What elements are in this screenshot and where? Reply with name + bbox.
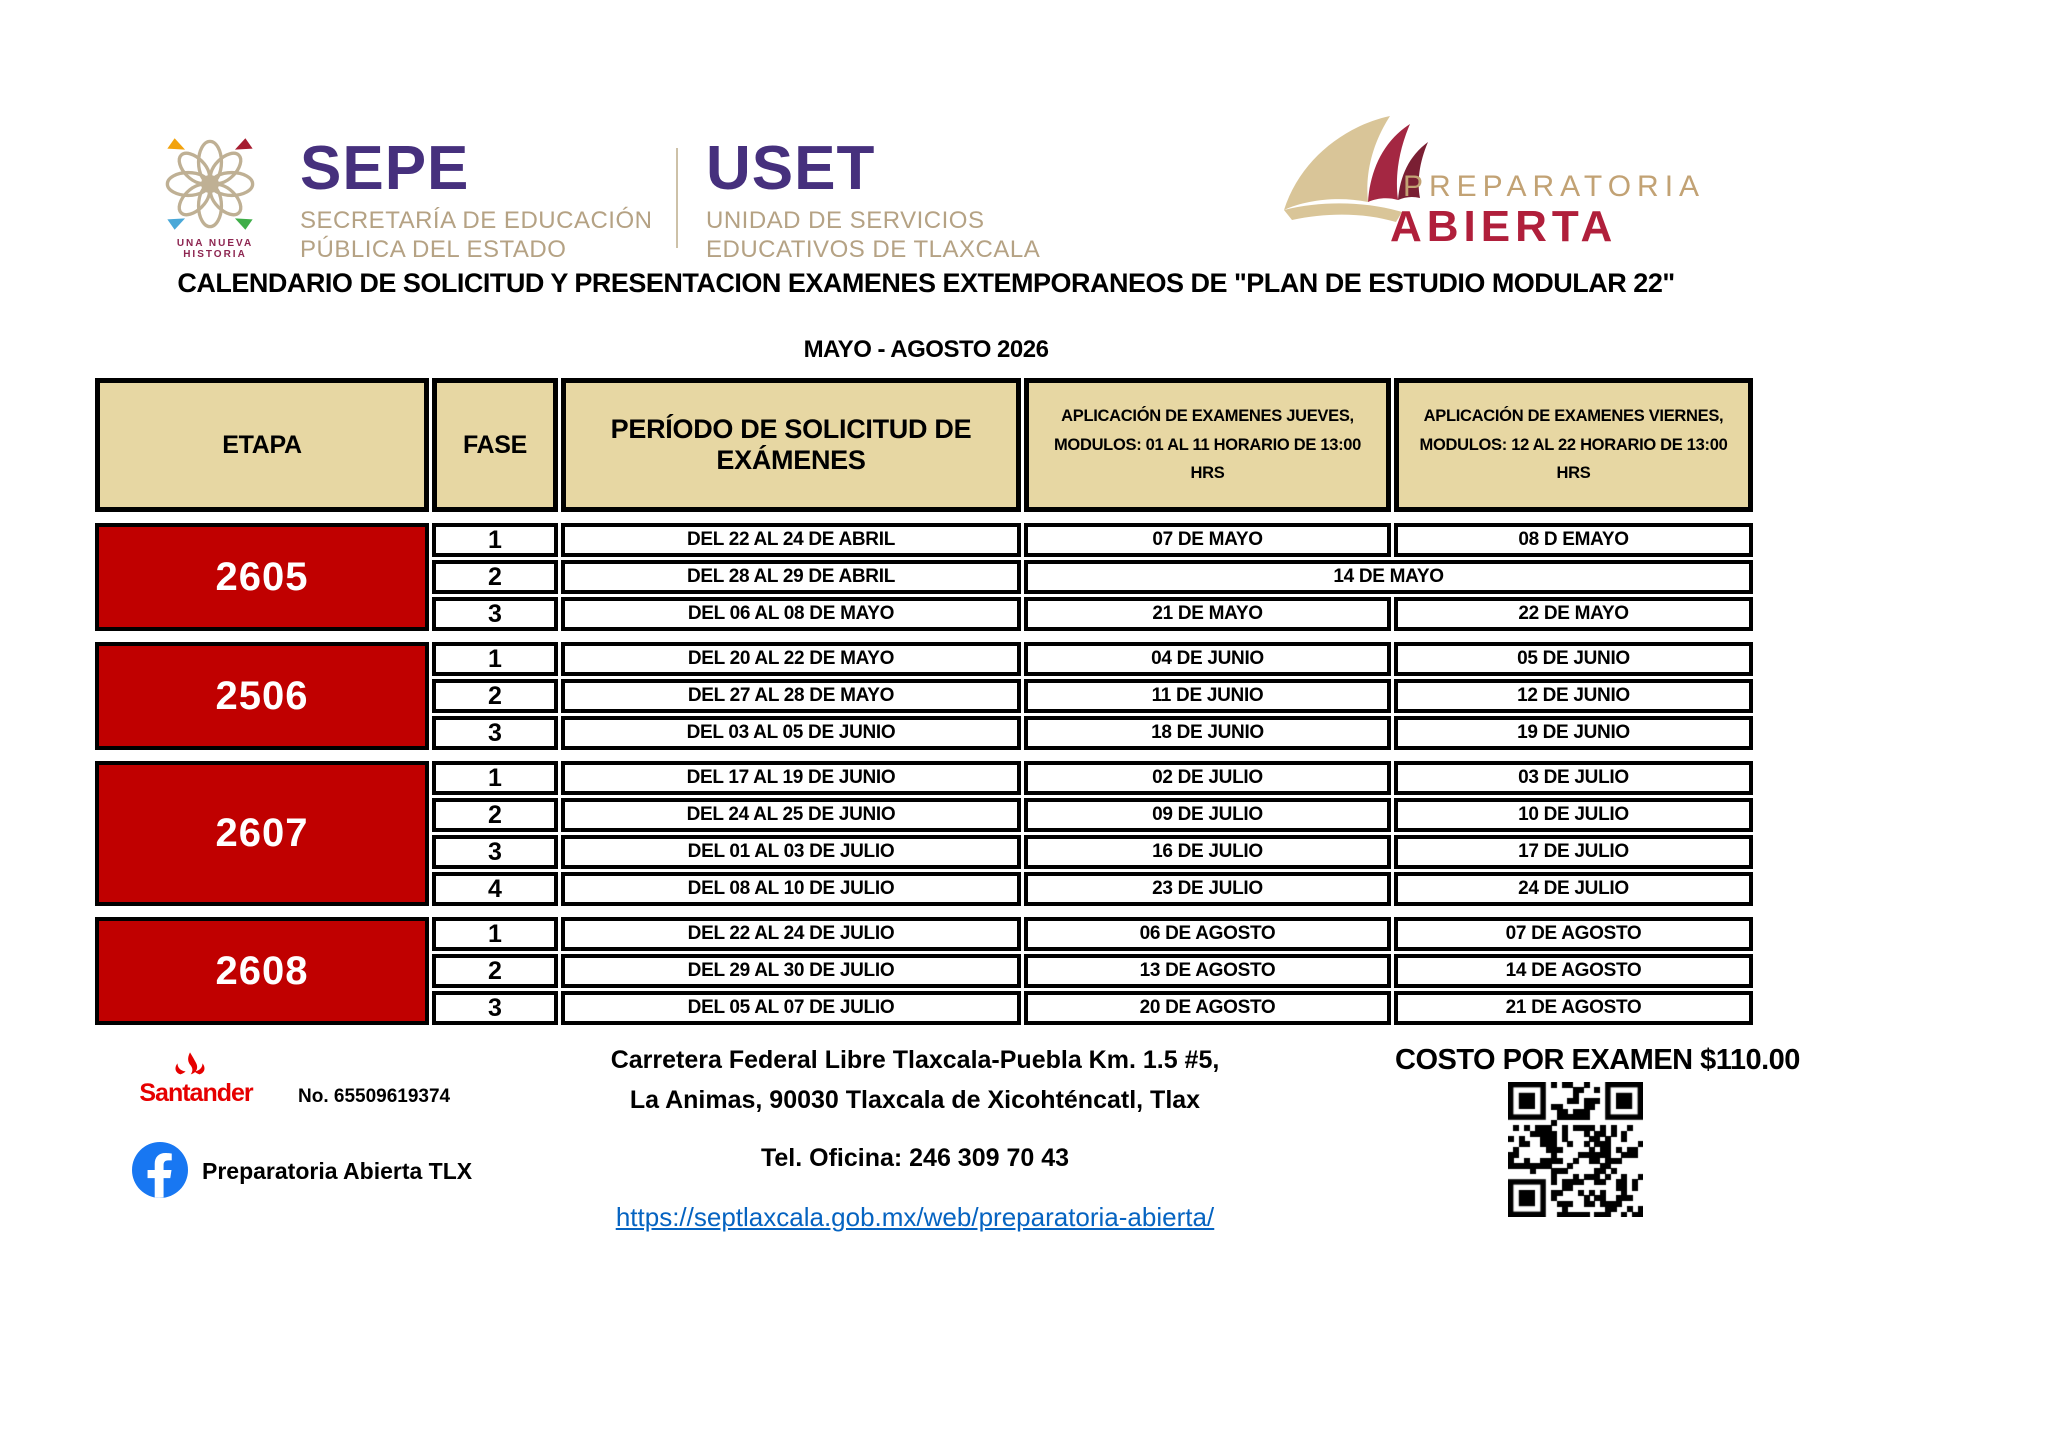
periodo-cell: DEL 06 AL 08 DE MAYO [561,597,1021,631]
viernes-date-cell: 07 DE AGOSTO [1394,917,1753,951]
periodo-cell: DEL 03 AL 05 DE JUNIO [561,716,1021,750]
periodo-cell: DEL 22 AL 24 DE ABRIL [561,523,1021,557]
jueves-date-cell: 09 DE JULIO [1024,798,1391,832]
header-periodo: PERÍODO DE SOLICITUD DE EXÁMENES [561,378,1021,512]
office-phone: Tel. Oficina: 246 309 70 43 [760,1144,1070,1172]
viernes-date-cell: 17 DE JULIO [1394,835,1753,869]
sepe-logo-text [300,134,653,265]
periodo-cell: DEL 24 AL 25 DE JUNIO [561,798,1021,832]
viernes-date-cell: 21 DE AGOSTO [1394,991,1753,1025]
santander-wordmark: Santander [139,1079,253,1107]
logo-divider [676,148,678,248]
uset-subtitle [706,206,1040,265]
fase-cell: 2 [432,679,558,713]
uset-subtitle-line1: UNIDAD DE SERVICIOS [706,207,985,234]
jueves-date-cell: 06 DE AGOSTO [1024,917,1391,951]
etapa-cell: 2607 [95,761,429,906]
header-viernes: APLICACIÓN DE EXAMENES VIERNES, MODULOS: 12 AL 22 HORARIO DE 13:00 HRS [1394,378,1753,512]
facebook-page-name: Preparatoria Abierta TLX [202,1158,473,1184]
abierta-wordmark: ABIERTA [1390,202,1618,251]
jueves-date-cell: 21 DE MAYO [1024,597,1391,631]
viernes-date-cell: 24 DE JULIO [1394,872,1753,906]
sepe-subtitle [300,206,652,265]
sepe-acronym: SEPE [300,134,470,203]
document-title: CALENDARIO DE SOLICITUD Y PRESENTACION EXAMENES EXTEMPORANEOS DE "PLAN DE ESTUDIO MODULAR 22" [177,268,1675,298]
jueves-date-cell: 16 DE JULIO [1024,835,1391,869]
fase-cell: 4 [432,872,558,906]
periodo-cell: DEL 05 AL 07 DE JULIO [561,991,1021,1025]
calendar-table-body [95,523,1757,1025]
fase-cell: 3 [432,835,558,869]
document-subtitle: MAYO - AGOSTO 2026 [803,336,1049,363]
address-line1: Carretera Federal Libre Tlaxcala-Puebla Km. 1.5 #5, [610,1046,1220,1074]
periodo-cell: DEL 17 AL 19 DE JUNIO [561,761,1021,795]
periodo-cell: DEL 20 AL 22 DE MAYO [561,642,1021,676]
jueves-date-cell: 11 DE JUNIO [1024,679,1391,713]
jueves-date-cell: 23 DE JULIO [1024,872,1391,906]
fase-cell: 3 [432,716,558,750]
header-fase: FASE [432,378,558,512]
fase-cell: 1 [432,917,558,951]
viernes-date-cell: 22 DE MAYO [1394,597,1753,631]
fase-cell: 1 [432,523,558,557]
calendar-table [95,378,1757,1025]
header-etapa: ETAPA [95,378,429,512]
bank-account-number: No. 65509619374 [298,1086,451,1107]
website-link[interactable]: https://septlaxcala.gob.mx/web/preparatoria-abierta/ [615,1202,1215,1232]
fase-cell: 2 [432,798,558,832]
etapa-cell: 2605 [95,523,429,631]
jueves-date-cell: 04 DE JUNIO [1024,642,1391,676]
address-line2: La Animas, 90030 Tlaxcala de Xicohténcatl, Tlax [629,1086,1201,1114]
merged-date-cell: 14 DE MAYO [1024,560,1753,594]
fase-cell: 1 [432,761,558,795]
periodo-cell: DEL 08 AL 10 DE JULIO [561,872,1021,906]
uset-logo-text [706,134,1041,265]
viernes-date-cell: 14 DE AGOSTO [1394,954,1753,988]
fase-cell: 3 [432,597,558,631]
periodo-cell: DEL 01 AL 03 DE JULIO [561,835,1021,869]
fase-cell: 2 [432,954,558,988]
viernes-date-cell: 19 DE JUNIO [1394,716,1753,750]
jueves-date-cell: 07 DE MAYO [1024,523,1391,557]
fase-cell: 1 [432,642,558,676]
periodo-cell: DEL 29 AL 30 DE JULIO [561,954,1021,988]
jueves-date-cell: 20 DE AGOSTO [1024,991,1391,1025]
fase-cell: 3 [432,991,558,1025]
preparatoria-abierta-logo [1282,106,1762,271]
viernes-date-cell: 10 DE JULIO [1394,798,1753,832]
header-jueves: APLICACIÓN DE EXAMENES JUEVES, MODULOS: 01 AL 11 HORARIO DE 13:00 HRS [1024,378,1391,512]
sepe-subtitle-line1: SECRETARÍA DE EDUCACIÓN [300,207,653,234]
etapa-cell: 2608 [95,917,429,1025]
etapa-group-2605 [95,523,1757,631]
viernes-date-cell: 12 DE JUNIO [1394,679,1753,713]
jueves-date-cell: 13 DE AGOSTO [1024,954,1391,988]
fase-cell: 2 [432,560,558,594]
etapa-cell: 2506 [95,642,429,750]
etapa-group-2607 [95,761,1757,906]
calendar-table-header [95,378,1757,512]
uset-acronym: USET [706,134,876,203]
preparatoria-wordmark: PREPARATORIA [1403,170,1706,203]
exam-cost-label: COSTO POR EXAMEN $110.00 [1395,1044,1800,1076]
viernes-date-cell: 08 D EMAYO [1394,523,1753,557]
jueves-date-cell: 18 DE JUNIO [1024,716,1391,750]
etapa-group-2506 [95,642,1757,750]
jueves-date-cell: 02 DE JULIO [1024,761,1391,795]
sepe-motto: UNA NUEVA HISTORIA [176,238,254,260]
viernes-date-cell: 05 DE JUNIO [1394,642,1753,676]
qr-code [1508,1082,1643,1217]
facebook-icon [132,1142,188,1198]
viernes-date-cell: 03 DE JULIO [1394,761,1753,795]
uset-subtitle-line2: EDUCATIVOS DE TLAXCALA [706,236,1041,264]
periodo-cell: DEL 28 AL 29 DE ABRIL [561,560,1021,594]
periodo-cell: DEL 27 AL 28 DE MAYO [561,679,1021,713]
website-link-wrap [520,1202,1310,1233]
etapa-group-2608 [95,917,1757,1025]
sepe-flower-icon [158,132,262,236]
sepe-subtitle-line2: PÚBLICA DEL ESTADO [300,236,567,264]
periodo-cell: DEL 22 AL 24 DE JULIO [561,917,1021,951]
